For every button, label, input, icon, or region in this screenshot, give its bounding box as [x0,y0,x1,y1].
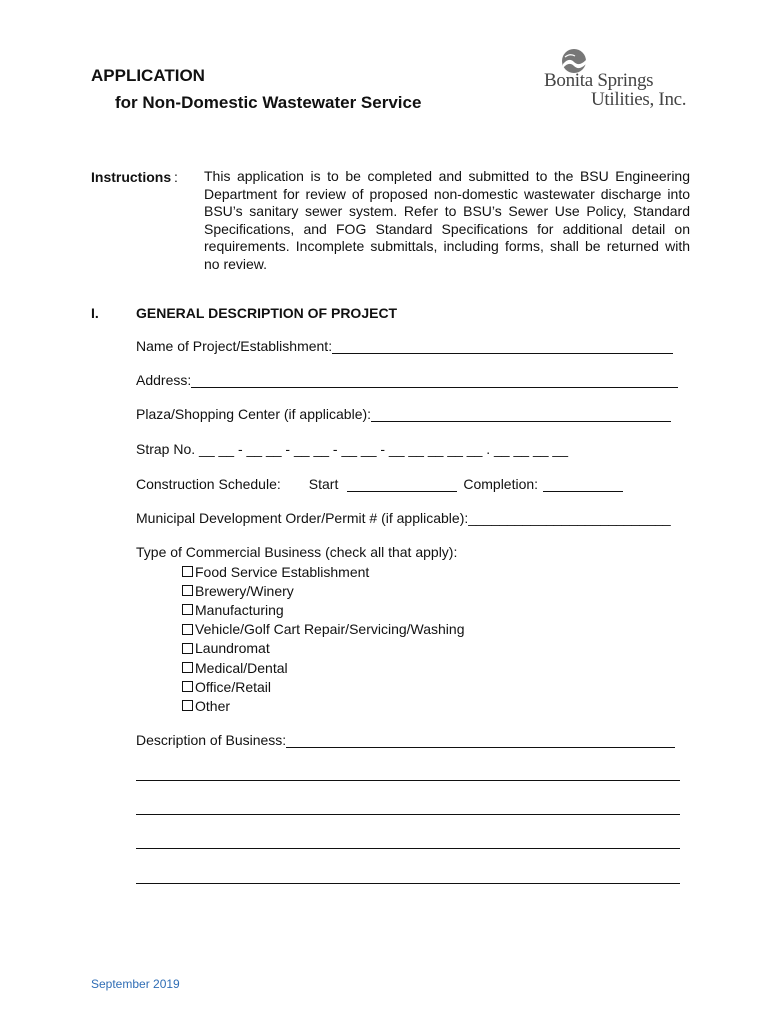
description-field[interactable] [286,732,675,748]
permit-field[interactable]: Municipal Development Order/Permit # (if applicable):__________________________ [136,510,671,526]
checkbox[interactable] [182,681,193,692]
business-type-food-service[interactable] [181,562,465,581]
schedule-label: Construction Schedule: [136,476,281,492]
checkbox-label: Vehicle/Golf Cart Repair/Servicing/Washing [195,621,465,638]
logo-text-line1: Bonita Springs [544,70,654,91]
checkbox[interactable] [182,566,193,577]
business-type-medical[interactable] [181,658,465,677]
checkbox-label: Brewery/Winery [195,582,294,599]
project-name-label: Name of Project/Establishment: [136,338,333,354]
business-type-list [181,562,465,716]
checkbox[interactable] [182,662,193,673]
checkbox[interactable] [182,604,193,615]
strap-row [136,441,568,457]
project-name-row [136,338,673,354]
bsu-logo [540,46,690,116]
schedule-row [136,476,623,492]
description-label: Description of Business: [136,732,287,748]
completion-label: Completion: [463,476,539,492]
section-title: GENERAL DESCRIPTION OF PROJECT [136,305,398,321]
logo-text-line2: Utilities, Inc. [591,89,687,110]
instructions-label: Instructions [91,169,172,185]
address-field[interactable] [191,372,678,388]
checkbox-label: Medical/Dental [195,659,288,676]
start-label: Start [308,476,339,492]
business-type-vehicle-repair[interactable] [181,620,465,639]
plaza-row [136,406,671,422]
instructions-colon: : [174,169,178,185]
checkbox[interactable] [182,643,193,654]
section-number: I. [91,305,99,321]
address-row [136,372,678,388]
business-type-row [136,544,457,560]
business-type-other[interactable] [181,696,465,715]
checkbox[interactable] [182,624,193,635]
plaza-label: Plaza/Shopping Center (if applicable): [136,406,372,422]
description-line[interactable] [136,780,680,781]
business-type-office[interactable] [181,677,465,696]
form-subtitle: for Non-Domestic Wastewater Service [115,93,422,112]
checkbox-label: Food Service Establishment [195,563,370,580]
checkbox-label: Laundromat [195,640,270,657]
checkbox-label: Office/Retail [195,678,271,695]
permit-row [136,510,671,526]
checkbox[interactable] [182,700,193,711]
plaza-field[interactable] [371,406,671,422]
footer-date: September 2019 [91,977,180,991]
business-type-manufacturing[interactable] [181,600,465,619]
form-title: APPLICATION [91,66,205,85]
description-row [136,732,675,748]
checkbox-label: Manufacturing [195,601,284,618]
start-date-field[interactable] [347,476,457,492]
description-line[interactable] [136,848,680,849]
completion-date-field[interactable] [543,476,623,492]
checkbox[interactable] [182,585,193,596]
project-name-field[interactable] [332,338,673,354]
strap-number-field[interactable]: Strap No. __ __ - __ __ - __ __ - __ __ - __ __ __ __ __ . __ __ __ __ [136,441,568,457]
business-type-brewery[interactable] [181,581,465,600]
business-type-laundromat[interactable] [181,639,465,658]
description-line[interactable] [136,883,680,884]
business-type-label: Type of Commercial Business (check all that apply): [136,544,458,560]
address-label: Address: [136,372,192,388]
description-line[interactable] [136,814,680,815]
checkbox-label: Other [195,697,231,714]
instructions-text: This application is to be completed and submitted to the BSU Engineering Department for review of proposed non-domestic wastewater discharge into BSU’s sanitary sewer system. Refer to BSU’s Sewer Use Policy, Standard Specifications, and FOG Standard Specifications for additional detail on requirements. Incomplete submittals, including forms, shall be returned with no review. [204,168,690,272]
